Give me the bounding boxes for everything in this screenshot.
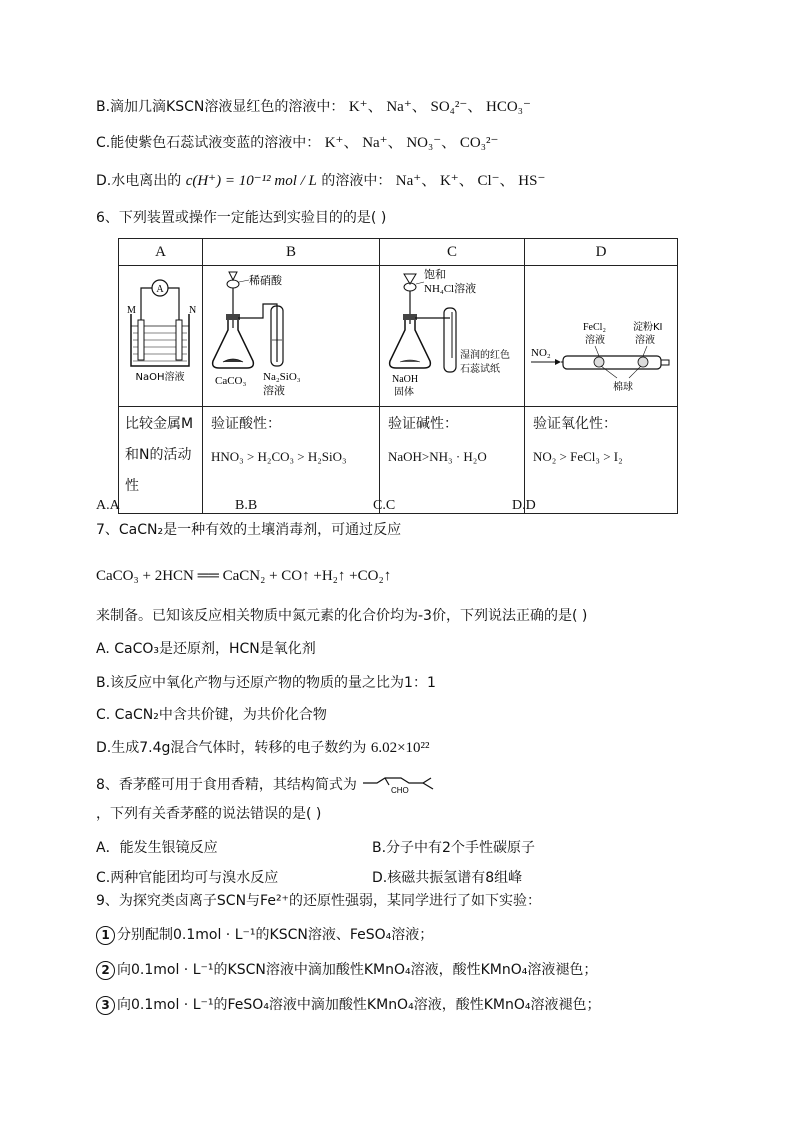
starch-ki-solution-label: 溶液 (635, 335, 655, 346)
q6-caption-d-formula: NO₂ > FeCl₃ > I₂ (533, 449, 623, 464)
q9-step-1-number: 1 (96, 926, 115, 945)
na2sio3-solution-label: 溶液 (263, 384, 285, 397)
q6-caption-b-formula: HNO₃ > H₂CO₃ > H₂SiO₃ (211, 449, 347, 464)
q5-option-d (96, 171, 545, 191)
electrode-n-label: N (189, 305, 197, 316)
q5-option-d-formula: c(H⁺) = 10⁻¹² mol / L (185, 173, 317, 189)
q5-option-b-prefix: B.滴加几滴KSCN溶液显红色的溶液中： (96, 99, 345, 115)
q6-caption-d (525, 407, 678, 514)
q8-option-c: C.两种官能团均可与溴水反应 (96, 870, 279, 886)
q9-step-3-number: 3 (96, 996, 115, 1015)
q7-option-d-value: 6.02×10²² (370, 740, 430, 756)
q5-option-b-ions: K⁺、 Na⁺、 SO₄²⁻、 HCO₃⁻ (348, 99, 531, 115)
naoh-solid-label-2: 固体 (394, 387, 414, 398)
q5-option-d-prefix: D.水电离出的 (96, 173, 182, 189)
q9-step-2-number: 2 (96, 961, 115, 980)
q5-option-b (96, 97, 531, 117)
q9-step-3-text: 向0.1mol · L⁻¹的FeSO₄溶液中滴加酸性KMnO₄溶液，酸性KMnO₄溶液褪色； (117, 997, 601, 1013)
q6-caption-c-formula: NaOH>NH₃ · H₂O (388, 449, 487, 464)
q5-option-d-mid: 的溶液中： (321, 173, 392, 189)
q6-header-d: D (525, 239, 678, 266)
q5-option-c-ions: K⁺、 Na⁺、 NO₃⁻、 CO₃²⁻ (324, 135, 499, 151)
no2-gas-label: NO₂ (531, 347, 551, 359)
q9-step-2 (96, 960, 597, 980)
glass-tube-diagram (525, 266, 677, 402)
ammonia-flask-diagram (380, 266, 524, 402)
ammeter-label: A (156, 284, 164, 295)
litmus-paper-label-2: 石蕊试纸 (460, 364, 500, 375)
q8-option-d: D.核磁共振氢谱有8组峰 (372, 870, 523, 886)
saturated-label: 饱和 (424, 268, 446, 281)
q6-figure-c (380, 266, 525, 407)
dilute-nitric-acid-label: 稀硝酸 (249, 274, 282, 287)
q6-answer-a: A.A (96, 498, 120, 513)
citronellal-structure (361, 775, 439, 795)
q6-caption-d-title: 验证氧化性： (533, 416, 617, 432)
q8-option-b: B.分子中有2个手性碳原子 (372, 840, 535, 856)
naoh-solution-label: NaOH溶液 (135, 372, 185, 383)
q6-options-table (118, 238, 678, 514)
q8-text: ，下列有关香茅醛的说法错误的是( ) (96, 806, 322, 822)
q8-stem: 8、香茅醛可用于食用香精，其结构简式为 (96, 777, 357, 793)
q5-option-c (96, 133, 498, 153)
cotton-ball-label: 棉球 (613, 382, 633, 393)
na2sio3-label: Na₂SiO₃ (263, 371, 301, 383)
q7-equation: CaCO₃ + 2HCN ══ CaCN₂ + CO↑ +H₂↑ +CO₂↑ (96, 568, 392, 584)
q8-option-a: A．能发生银镜反应 (96, 840, 218, 856)
q7-option-c: C. CaCN₂中含共价键，为共价化合物 (96, 707, 327, 723)
q6-caption-b-title: 验证酸性： (211, 416, 281, 432)
q5-option-d-ions: Na⁺、 K⁺、 Cl⁻、 HS⁻ (395, 173, 546, 189)
q7-option-b: B.该反应中氧化产物与还原产物的物质的量之比为1：1 (96, 675, 436, 691)
q6-figure-b (203, 266, 380, 407)
q8-stem-line (96, 775, 439, 795)
acid-flask-diagram (203, 266, 379, 402)
q6-caption-c (380, 407, 525, 514)
q5-option-c-prefix: C.能使紫色石蕊试液变蓝的溶液中： (96, 135, 321, 151)
starch-ki-label: 淀粉KI (633, 322, 663, 333)
q9-step-1 (96, 925, 433, 945)
q6-caption-a: 比较金属M和N的活动性 (119, 407, 203, 514)
nh4cl-solution-label: NH₄Cl溶液 (424, 283, 477, 295)
q6-figure-a (119, 266, 203, 407)
q6-caption-c-title: 验证碱性： (388, 416, 458, 432)
cho-group-label: CHO (391, 786, 410, 795)
q7-text: 来制备。已知该反应相关物质中氮元素的化合价均为-3价，下列说法正确的是( ) (96, 608, 588, 624)
galvanic-cell-diagram (119, 266, 202, 402)
q9-step-2-text: 向0.1mol · L⁻¹的KSCN溶液中滴加酸性KMnO₄溶液，酸性KMnO₄溶液褪色； (117, 962, 598, 978)
q9-step-3 (96, 995, 600, 1015)
caco3-label: CaCO₃ (215, 375, 247, 387)
q9-step-1-text: 分别配制0.1mol · L⁻¹的KSCN溶液、FeSO₄溶液； (117, 927, 434, 943)
q9-stem: 9、为探究类卤离子SCN与Fe²⁺的还原性强弱，某同学进行了如下实验： (96, 893, 541, 909)
fecl2-solution-label: 溶液 (585, 335, 605, 346)
q6-answer-c: C.C (373, 498, 396, 513)
q6-answer-d: D.D (512, 498, 536, 513)
electrode-m-label: M (127, 305, 136, 316)
fecl2-label: FeCl₂ (583, 322, 606, 333)
q6-figure-d (525, 266, 678, 407)
q6-answer-b: B.B (235, 498, 258, 513)
q6-header-b: B (203, 239, 380, 266)
q7-stem: 7、CaCN₂是一种有效的土壤消毒剂，可通过反应 (96, 522, 402, 538)
litmus-paper-label-1: 湿润的红色 (460, 350, 510, 361)
q7-option-a: A. CaCO₃是还原剂，HCN是氧化剂 (96, 641, 316, 657)
q6-stem: 6、下列装置或操作一定能达到实验目的的是( ) (96, 210, 387, 226)
q6-header-c: C (380, 239, 525, 266)
q6-caption-b (203, 407, 380, 514)
q7-option-d-text: D.生成7.4g混合气体时，转移的电子数约为 (96, 740, 367, 756)
q6-header-a: A (119, 239, 203, 266)
naoh-solid-label-1: NaOH (392, 374, 419, 385)
q7-option-d (96, 738, 430, 758)
